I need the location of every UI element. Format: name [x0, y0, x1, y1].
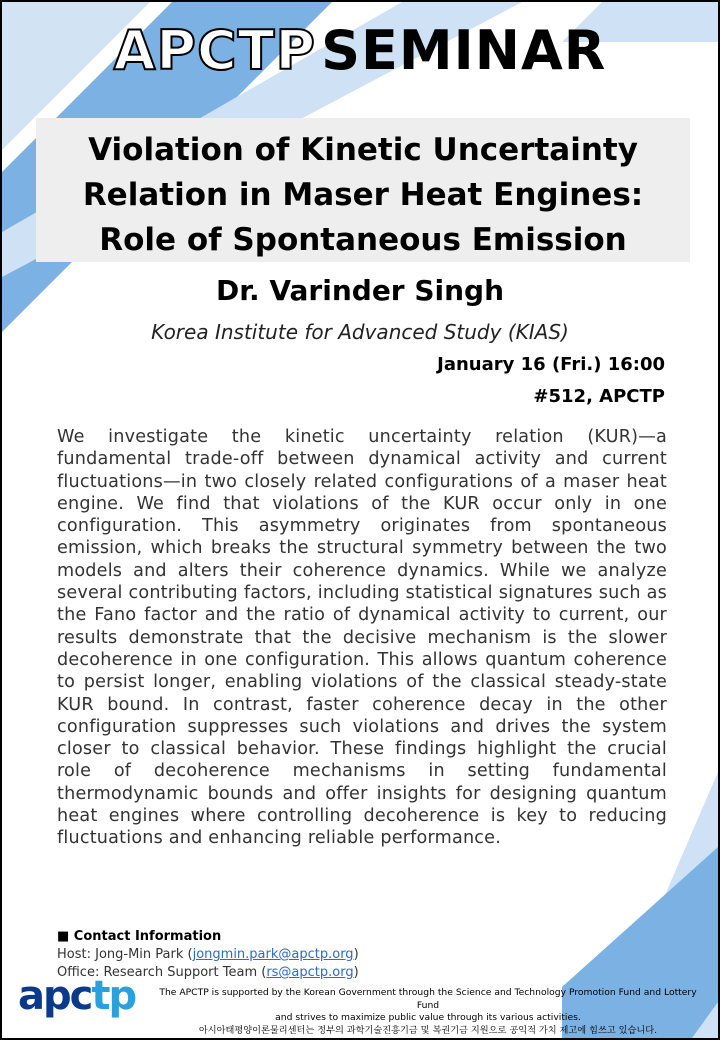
contact-heading: ■ Contact Information — [57, 929, 222, 944]
seminar-date: January 16 (Fri.) 16:00 — [437, 354, 665, 375]
funding-footer — [150, 987, 706, 1037]
host-close: ) — [353, 947, 359, 962]
office-label: Office: Research Support Team ( — [57, 965, 267, 980]
host-email-link[interactable]: jongmin.park@apctp.org — [192, 947, 354, 962]
abstract-text: We investigate the kinetic uncertainty relation (KUR)—a fundamental trade-off between dynamical activity and current fluctuations—in two closely related configurations of a maser heat engine. We find that violations of the KUR occur only in one configuration. This asymmetry originates from spontaneous emission, which breaks the structural symmetry between the two models and alters their coherence dynamics. While we analyze several contributing factors, including statistical signatures such as the Fano factor and the ratio of dynamical activity to current, our results demonstrate that the decisive mechanism is the slower decoherence in one configuration. This allows quantum coherence to persist longer, enabling violations of the classical steady-state KUR bound. In contrast, faster coherence decay in the other configuration suppresses such violations and drives the system closer to classical behavior. These findings highlight the crucial role of decoherence mechanisms in setting fundamental thermodynamic bounds and offer insights for designing quantum heat engines where controlling decoherence is key to reducing fluctuations and enhancing reliable performance. — [57, 427, 667, 849]
title-line: Violation of Kinetic Uncertainty — [88, 132, 638, 168]
talk-title-box — [36, 118, 690, 262]
seminar-location: #512, APCTP — [533, 386, 665, 407]
office-close: ) — [353, 965, 359, 980]
header-word: SEMINAR — [321, 19, 607, 82]
speaker-name: Dr. Varinder Singh — [215, 274, 505, 307]
header-brand: APCTP — [113, 19, 317, 82]
footer-en-line2: and strives to maximize public value through its various activities. — [275, 1012, 581, 1023]
footer-en-line1: The APCTP is supported by the Korean Government through the Science and Technology Promotion Fund and Lottery Fund — [159, 987, 697, 1011]
title-line: Relation in Maser Heat Engines: — [82, 177, 644, 213]
office-email-link[interactable]: rs@apctp.org — [266, 965, 354, 980]
apctp-logo: apctp — [18, 973, 136, 1019]
contact-host — [57, 946, 359, 964]
title-line: Role of Spontaneous Emission — [99, 222, 627, 258]
speaker-affiliation: Korea Institute for Advanced Study (KIAS) — [151, 320, 569, 344]
host-label: Host: Jong-Min Park ( — [57, 947, 193, 962]
footer-ko-line: 아시아태평양이론물리센터는 정부의 과학기술진흥기금 및 복권기금 지원으로 공익적 가치 제고에 힘쓰고 있습니다. — [198, 1024, 658, 1036]
poster-header — [2, 19, 718, 82]
talk-title — [36, 118, 690, 263]
